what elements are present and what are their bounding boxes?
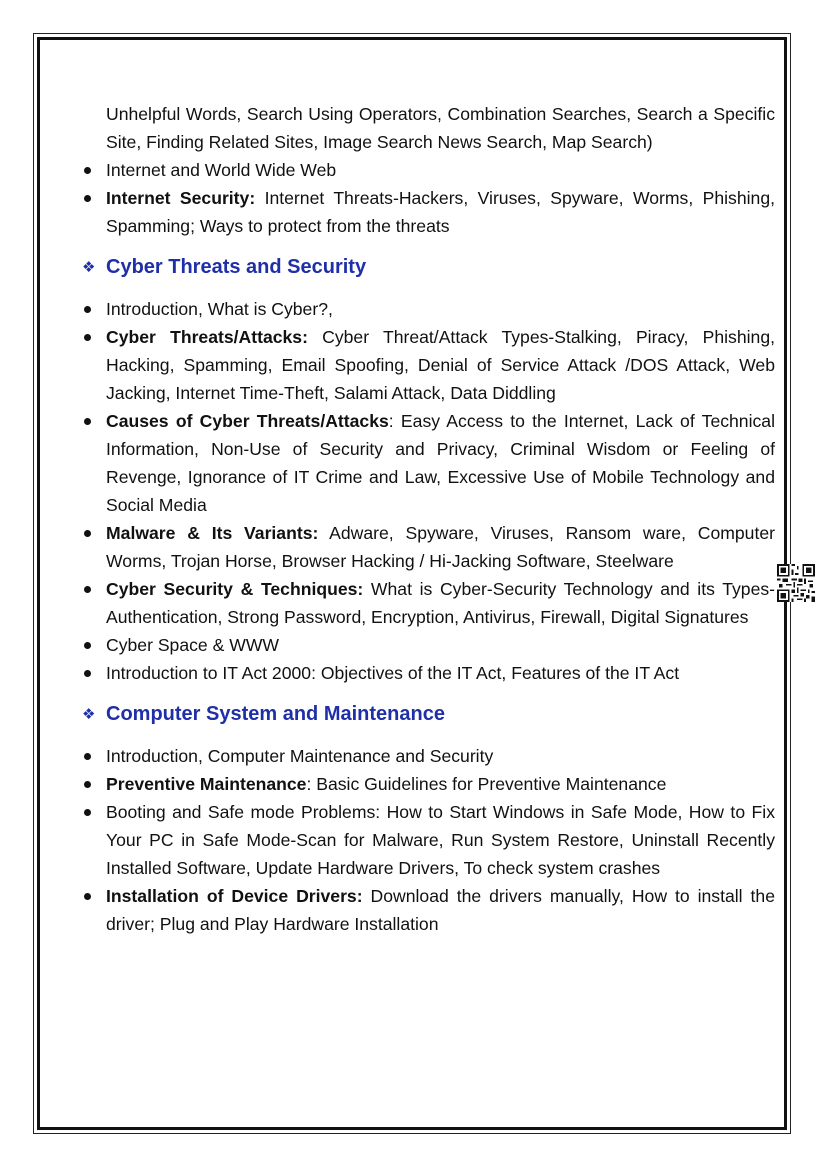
list-item [82, 323, 775, 407]
item-text: Introduction, What is Cyber?, [106, 299, 333, 319]
diamond-bullet-icon: ❖ [82, 706, 96, 723]
continuation-text: Unhelpful Words, Search Using Operators, Combination Searches, Search a Specific Site, Finding Related Sites, Image Search News Search, Map Search) [106, 104, 775, 152]
item-text: Cyber Space & WWW [106, 635, 280, 655]
item-text: : Easy Access to the Internet, Lack of Technical Information, Non-Use of Security and Privacy, Criminal Wisdom or Feeling of Revenge, Ignorance of IT Crime and Law, Excessive Use of Mobile Technology and Social Media [106, 411, 775, 515]
list-item [82, 882, 775, 938]
list-item [82, 575, 775, 631]
list-item [82, 659, 775, 687]
item-text: Adware, Spyware, Viruses, Ransom ware, Computer Worms, Trojan Horse, Browser Hacking / Hi-Jacking Software, Steelware [106, 523, 775, 571]
item-label: Cyber Security & Techniques: [106, 579, 364, 599]
item-text: Internet Threats-Hackers, Viruses, Spyware, Worms, Phishing, Spamming; Ways to protect from the threats [106, 188, 775, 236]
list-item [82, 295, 775, 323]
item-text: Introduction, Computer Maintenance and Security [106, 746, 494, 766]
list-item [82, 156, 775, 184]
list-item [82, 742, 775, 770]
item-text: What is Cyber-Security Technology and its Types- Authentication, Strong Password, Encryption, Antivirus, Firewall, Digital Signatures [106, 579, 776, 627]
cyber-threats-list [82, 295, 775, 687]
syllabus-content [82, 100, 775, 938]
item-label: Causes of Cyber Threats/Attacks [106, 411, 389, 431]
section-heading-text: Cyber Threats and Security [106, 256, 367, 278]
item-text: Booting and Safe mode Problems: How to Start Windows in Safe Mode, How to Fix Your PC in Safe Mode-Scan for Malware, Run System Restore, Uninstall Recently Installed Software, Update Hardware Drivers, To check system crashes [106, 802, 775, 878]
list-item [82, 631, 775, 659]
qr-code-icon [777, 564, 815, 602]
item-label: Preventive Maintenance [106, 774, 307, 794]
diamond-bullet-icon: ❖ [82, 259, 96, 276]
list-item [82, 770, 775, 798]
list-item [82, 407, 775, 519]
item-label: Malware & Its Variants: [106, 523, 319, 543]
item-text: : Basic Guidelines for Preventive Maintenance [306, 774, 667, 794]
computer-maintenance-list [82, 742, 775, 938]
item-text: Internet and World Wide Web [106, 160, 337, 180]
item-text: Download the drivers manually, How to install the driver; Plug and Play Hardware Installation [106, 886, 775, 934]
section-heading-text: Computer System and Maintenance [106, 703, 445, 725]
item-label: Cyber Threats/Attacks: [106, 327, 308, 347]
section-heading-computer-maintenance [82, 699, 775, 730]
item-text: Cyber Threat/Attack Types-Stalking, Piracy, Phishing, Hacking, Spamming, Email Spoofing, Denial of Service Attack /DOS Attack, Web Jacking, Internet Time-Theft, Salami Attack, Data Diddling [106, 327, 775, 403]
item-label: Installation of Device Drivers: [106, 886, 363, 906]
list-item [82, 519, 775, 575]
list-item [82, 184, 775, 240]
section-heading-cyber-threats [82, 252, 775, 283]
item-text: Introduction to IT Act 2000: Objectives of the IT Act, Features of the IT Act [106, 663, 680, 683]
list-item [82, 798, 775, 882]
item-label: Internet Security: [106, 188, 256, 208]
intro-list [82, 156, 775, 240]
